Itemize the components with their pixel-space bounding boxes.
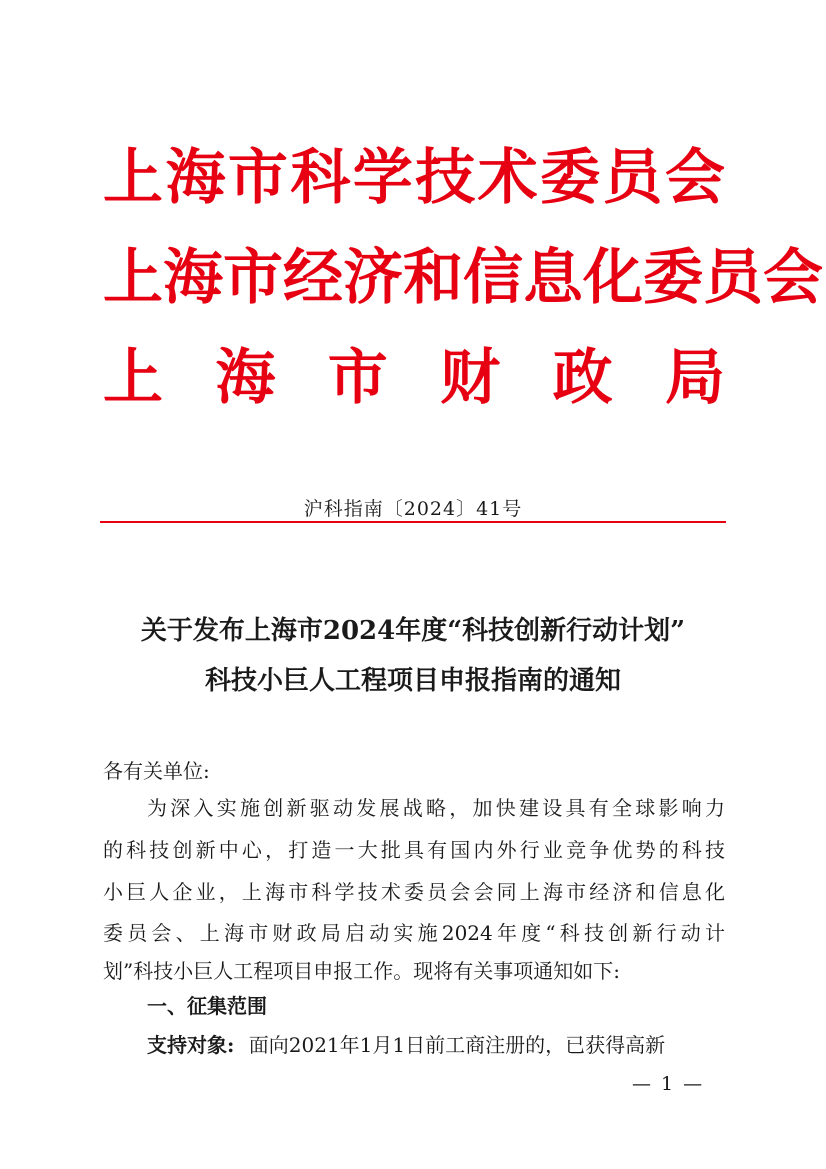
support-target-text: 面向2021年1月1日前工商注册的，已获得高新: [248, 1033, 666, 1057]
support-target-label: 支持对象:: [147, 1033, 235, 1057]
header-char: 术: [477, 143, 538, 213]
header-char: 海: [165, 143, 226, 213]
header-char: 息: [523, 243, 583, 313]
salutation: 各有关单位:: [103, 759, 210, 783]
header-char: 学: [352, 143, 413, 213]
header-char: 会: [763, 243, 823, 313]
header-char: 市: [227, 143, 288, 213]
header-char: 济: [343, 243, 403, 313]
header-char: 和: [403, 243, 463, 313]
header-char: 科: [290, 143, 351, 213]
header-char: 市: [223, 243, 283, 313]
header-char: 委: [540, 143, 601, 213]
section-heading: 一、征集范围: [147, 994, 267, 1018]
header-char: 技: [415, 143, 476, 213]
header-char: 经: [283, 243, 343, 313]
page-number: — 1 —: [632, 1073, 705, 1095]
header-char: 上: [103, 243, 163, 313]
issuer-header-line-2: [103, 243, 823, 313]
header-char: 化: [583, 243, 643, 313]
paragraph-line: 委员会、上海市财政局启动实施2024年度“科技创新行动计: [103, 921, 725, 945]
header-char: 市: [327, 343, 388, 413]
header-char: 会: [664, 143, 725, 213]
paragraph-line: 小巨人企业，上海市科学技术委员会会同上海市经济和信息化: [103, 880, 725, 904]
header-char: 海: [163, 243, 223, 313]
header-char: 上: [103, 143, 163, 213]
red-divider-line: [100, 521, 726, 523]
header-char: 信: [463, 243, 523, 313]
header-char: 员: [602, 143, 663, 213]
document-title-line-2: 科技小巨人工程项目申报指南的通知: [204, 666, 621, 696]
header-char: 海: [215, 343, 276, 413]
paragraph-line: 为深入实施创新驱动发展战略，加快建设具有全球影响力: [147, 796, 725, 820]
issuer-header-line-3: [103, 343, 725, 413]
document-title-line-1: 关于发布上海市2024年度“科技创新行动计划”: [140, 616, 686, 646]
header-char: 局: [664, 343, 725, 413]
paragraph-line: 划”科技小巨人工程项目申报工作。现将有关事项通知如下:: [103, 959, 620, 983]
header-char: 财: [440, 343, 501, 413]
header-char: 委: [643, 243, 703, 313]
paragraph-line: 的科技创新中心，打造一大批具有国内外行业竞争优势的科技: [103, 838, 725, 862]
document-number: 沪科指南〔2024〕41号: [303, 498, 523, 520]
support-target-line: [147, 1030, 725, 1060]
header-char: 员: [703, 243, 763, 313]
header-char: 政: [552, 343, 613, 413]
issuer-header-line-1: [103, 143, 725, 213]
header-char: 上: [103, 343, 163, 413]
